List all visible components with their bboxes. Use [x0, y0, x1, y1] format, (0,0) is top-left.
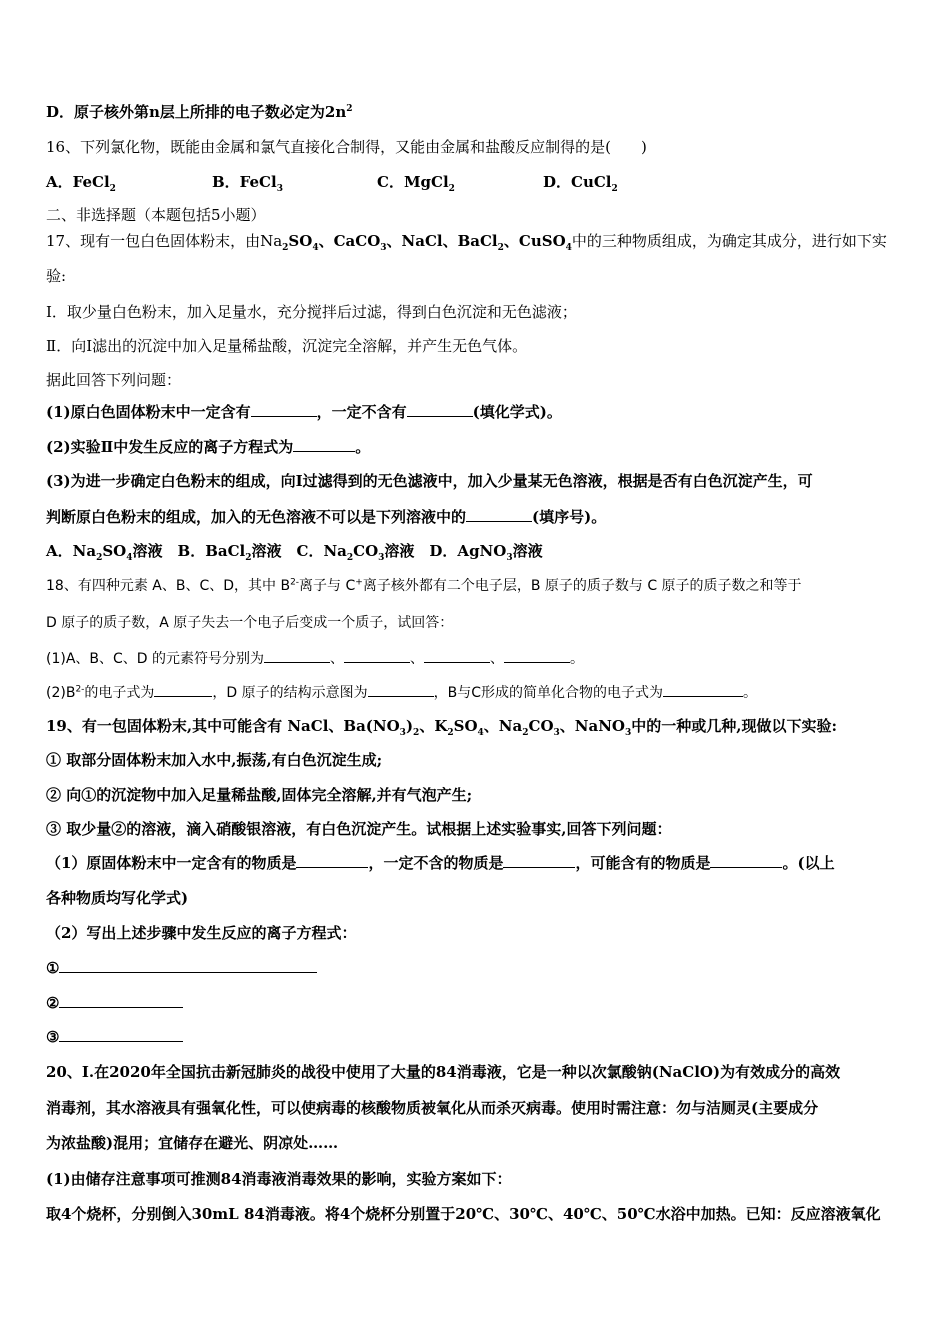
- q18-stem: [46, 576, 802, 596]
- q19-part1-line2-text: 各种物质均写化学式): [46, 889, 189, 907]
- q18-stem-sup: +: [355, 577, 363, 588]
- answer-blank[interactable]: [663, 682, 743, 697]
- q16-option-a-sub: 2: [109, 184, 116, 194]
- q17-lead-text: 据此回答下列问题：: [46, 371, 182, 389]
- q20-line4-text: (1)由储存注意事项可推测84消毒液消毒效果的影响，实验方案如下：: [46, 1170, 512, 1188]
- q19-part1: [46, 853, 835, 873]
- q18-part2-text: 的电子式为: [84, 685, 155, 701]
- q18-part1: [46, 648, 584, 669]
- answer-blank[interactable]: [59, 993, 183, 1008]
- q19-stem-text: 中的一种或几种,现做以下实验:: [631, 717, 838, 735]
- q16-option-d-sub: 2: [611, 184, 618, 194]
- q20-line4: [46, 1169, 512, 1189]
- q16-option-c-sub: 2: [448, 184, 455, 194]
- q18-sep: 、: [490, 651, 505, 667]
- q19-part1-text: ，一定不含的物质是: [368, 854, 504, 872]
- q19-equation-3: [46, 1027, 183, 1047]
- q19-stem-text: 、Na: [483, 717, 523, 735]
- answer-blank[interactable]: [504, 648, 570, 663]
- answer-blank[interactable]: [424, 648, 490, 663]
- q17-part1-text: ，一定不含有: [316, 403, 407, 421]
- q18-stem-sup: 2-: [290, 577, 300, 588]
- q16-option-b-text: B．FeCl: [212, 173, 277, 191]
- section-heading-text: 二、非选择题（本题包括5小题）: [46, 206, 266, 224]
- q16-option-a-text: A．FeCl: [46, 173, 110, 191]
- equation-marker: ①: [46, 959, 60, 977]
- q18-part2-text: 。: [743, 685, 758, 701]
- q18-part2-text: (2)B: [46, 685, 76, 701]
- q18-sep: 、: [410, 651, 425, 667]
- q18-end: 。: [570, 651, 585, 667]
- q20-line3-text: 为浓盐酸)混用；宜储存在避光、阴凉处……: [46, 1134, 339, 1152]
- q17-part2-text: 。: [355, 438, 371, 456]
- q17-part2: [46, 437, 370, 457]
- q20-line3: [46, 1133, 338, 1153]
- q17-option-text: 溶液 C．Na: [251, 542, 347, 560]
- q17-option-text: 溶液 D．AgNO: [384, 542, 507, 560]
- q19-equation-1: [46, 958, 317, 978]
- q16-stem: [46, 137, 647, 157]
- q18-stem-text: 离子核外都有二个电子层，B 原子的质子数与 C 原子的质子数之和等于: [362, 578, 802, 594]
- q19-stem-text: ): [405, 717, 414, 735]
- q19-step1: [46, 750, 382, 770]
- q18-sep: 、: [330, 651, 345, 667]
- q19-step2-text: ② 向①的沉淀物中加入足量稀盐酸,固体完全溶解,并有气泡产生;: [46, 786, 473, 804]
- q17-option-text: SO: [102, 542, 127, 560]
- equation-marker: ②: [46, 994, 60, 1012]
- q17-stem-part: 、NaCl、BaCl: [386, 232, 498, 250]
- q17-part3: [46, 471, 813, 491]
- q15-option-d: [46, 102, 353, 122]
- q17-part1-text: (1)原白色固体粉末中一定含有: [46, 403, 251, 421]
- q17-stem: 17、现有一包白色固体粉末，由$Na_2SO_4$、CaCO$_3$、NaCl、BaCl$_2$、CuSO$_4$中的三种物质组成，为确定其成分，进行如下实: [46, 232, 887, 253]
- q18-stem-text: 18、有四种元素 A、B、C、D，其中 B: [46, 578, 291, 594]
- q19-stem-text: CO: [528, 717, 554, 735]
- section-heading: [46, 205, 266, 225]
- q19-part1-text: ，可能含有的物质是: [575, 854, 711, 872]
- q17-step1-text: Ⅰ．取少量白色粉末，加入足量水，充分搅拌后过滤，得到白色沉淀和无色滤液；: [46, 303, 577, 321]
- q17-option-text: 溶液 B．BaCl: [132, 542, 246, 560]
- q19-stem-text: SO: [453, 717, 478, 735]
- answer-blank[interactable]: [368, 682, 434, 697]
- answer-blank[interactable]: [407, 402, 473, 417]
- q17-stem-part: 、CaCO: [318, 232, 381, 250]
- q19-equation-2: [46, 993, 183, 1013]
- q17-stem-part: 中的三种物质组成，为确定其成分，进行如下实: [571, 232, 887, 250]
- q17-stem-part: 17、现有一包白色固体粉末，由Na: [46, 232, 283, 250]
- q17-stem-part: SO: [288, 232, 313, 250]
- q17-lead: [46, 370, 181, 390]
- q19-part2: [46, 923, 356, 943]
- q18-part1-text: (1)A、B、C、D 的元素符号分别为: [46, 651, 265, 667]
- q20-line1: [46, 1062, 840, 1082]
- q16-option-b: [212, 172, 283, 192]
- answer-blank[interactable]: [251, 402, 317, 417]
- q16-option-d-text: D．CuCl: [543, 173, 612, 191]
- q19-part1-text: 。(以上: [782, 854, 835, 872]
- q18-part2-sup: 2-: [75, 684, 85, 695]
- q17-part3-text: (3)为进一步确定白色粉末的组成，向Ⅰ过滤得到的无色滤液中，加入少量某无色溶液，根据是否有白色沉淀产生，可: [46, 472, 813, 490]
- q16-option-c-text: C．MgCl: [377, 173, 449, 191]
- q20-line2: [46, 1098, 818, 1118]
- q17-part3-text: (填序号)。: [532, 508, 607, 526]
- q17-stem-part: 、CuSO: [503, 232, 566, 250]
- q16-option-c: [377, 172, 455, 192]
- q16-option-d: [543, 172, 618, 192]
- answer-blank[interactable]: [293, 437, 355, 452]
- q17-part1: [46, 402, 562, 422]
- q19-step3-text: ③ 取少量②的溶液，滴入硝酸银溶液，有白色沉淀产生。试根据上述实验事实,回答下列问题：: [46, 820, 672, 838]
- answer-blank[interactable]: [296, 853, 368, 868]
- q19-step3: [46, 819, 671, 839]
- answer-blank[interactable]: [59, 958, 317, 973]
- q18-part2-text: ，D 原子的结构示意图为: [212, 685, 368, 701]
- q17-part3-line2: [46, 507, 606, 527]
- q17-stem-line2: [46, 266, 66, 286]
- q20-line2-text: 消毒剂，其水溶液具有强氧化性，可以使病毒的核酸物质被氧化从而杀灭病毒。使用时需注意：勿与洁厕灵(主要成分: [46, 1099, 819, 1117]
- q19-part1-text: （1）原固体粉末中一定含有的物质是: [46, 854, 297, 872]
- q18-part2-text: ，B与C形成的简单化合物的电子式为: [433, 685, 664, 701]
- q17-option-text: A．Na: [46, 542, 97, 560]
- q19-part1-line2: [46, 888, 188, 908]
- answer-blank[interactable]: [344, 648, 410, 663]
- q17-part1-text: (填化学式)。: [472, 403, 562, 421]
- q18-stem-line2-text: D 原子的质子数，A 原子失去一个电子后变成一个质子，试回答：: [46, 615, 454, 631]
- q19-stem-text: 19、有一包固体粉末,其中可能含有 NaCl、Ba(NO: [46, 717, 400, 735]
- q18-stem-text: 离子与 C: [299, 578, 356, 594]
- q20-line5: [46, 1204, 881, 1224]
- answer-blank[interactable]: [154, 682, 212, 697]
- equation-marker: ③: [46, 1028, 60, 1046]
- q19-stem-text: 、K: [419, 717, 448, 735]
- q17-option-text: 溶液: [512, 542, 543, 560]
- q16-stem-text: 16、下列氯化物，既能由金属和氯气直接化合制得，又能由金属和盐酸反应制得的是( ): [46, 138, 647, 156]
- q17-part3-text: 判断原白色粉末的组成，加入的无色溶液不可以是下列溶液中的: [46, 508, 467, 526]
- q19-step2: [46, 785, 472, 805]
- q17-step2-text: Ⅱ．向Ⅰ滤出的沉淀中加入足量稀盐酸，沉淀完全溶解，并产生无色气体。: [46, 337, 528, 355]
- q19-stem: 19、有一包固体粉末,其中可能含有 NaCl、$Ba(NO_3)_2$、$K_2SO_4$、$Na_2CO_3$、NaNO$_3$中的一种或几种,现做以下实验:: [46, 717, 838, 738]
- q16-option-b-sub: 3: [276, 184, 283, 194]
- q18-part2: [46, 682, 757, 703]
- q17-step1: [46, 302, 577, 322]
- answer-blank[interactable]: [59, 1027, 183, 1042]
- answer-blank[interactable]: [710, 853, 782, 868]
- q18-stem-line2: [46, 613, 453, 633]
- q17-options: A．$Na_2SO_4$溶液 B．BaCl$_2$溶液 C．$Na_2CO_3$溶液 D．AgNO$_3$溶液: [46, 542, 543, 563]
- answer-blank[interactable]: [264, 648, 330, 663]
- q15-option-d-sup: 2: [346, 104, 353, 114]
- answer-blank[interactable]: [466, 507, 532, 522]
- q17-stem-line2-text: 验:: [46, 267, 67, 285]
- q16-option-a: [46, 172, 116, 192]
- q19-stem-text: 、NaNO: [559, 717, 625, 735]
- q20-line5-text: 取4个烧杯，分别倒入30mL 84消毒液。将4个烧杯分别置于20℃、30℃、40℃、50℃水浴中加热。已知：反应溶液氧化: [46, 1205, 881, 1223]
- q20-line1-text: 20、Ⅰ.在2020年全国抗击新冠肺炎的战役中使用了大量的84消毒液，它是一种以次氯酸钠(NaClO)为有效成分的高效: [46, 1063, 841, 1081]
- answer-blank[interactable]: [503, 853, 575, 868]
- q19-step1-text: ① 取部分固体粉末加入水中,振荡,有白色沉淀生成;: [46, 751, 383, 769]
- q17-option-text: CO: [353, 542, 379, 560]
- q19-part2-text: （2）写出上述步骤中发生反应的离子方程式：: [46, 924, 357, 942]
- q15-option-d-text: D．原子核外第n层上所排的电子数必定为2n: [46, 103, 347, 121]
- q17-part2-text: (2)实验Ⅱ中发生反应的离子方程式为: [46, 438, 294, 456]
- q17-step2: [46, 336, 527, 356]
